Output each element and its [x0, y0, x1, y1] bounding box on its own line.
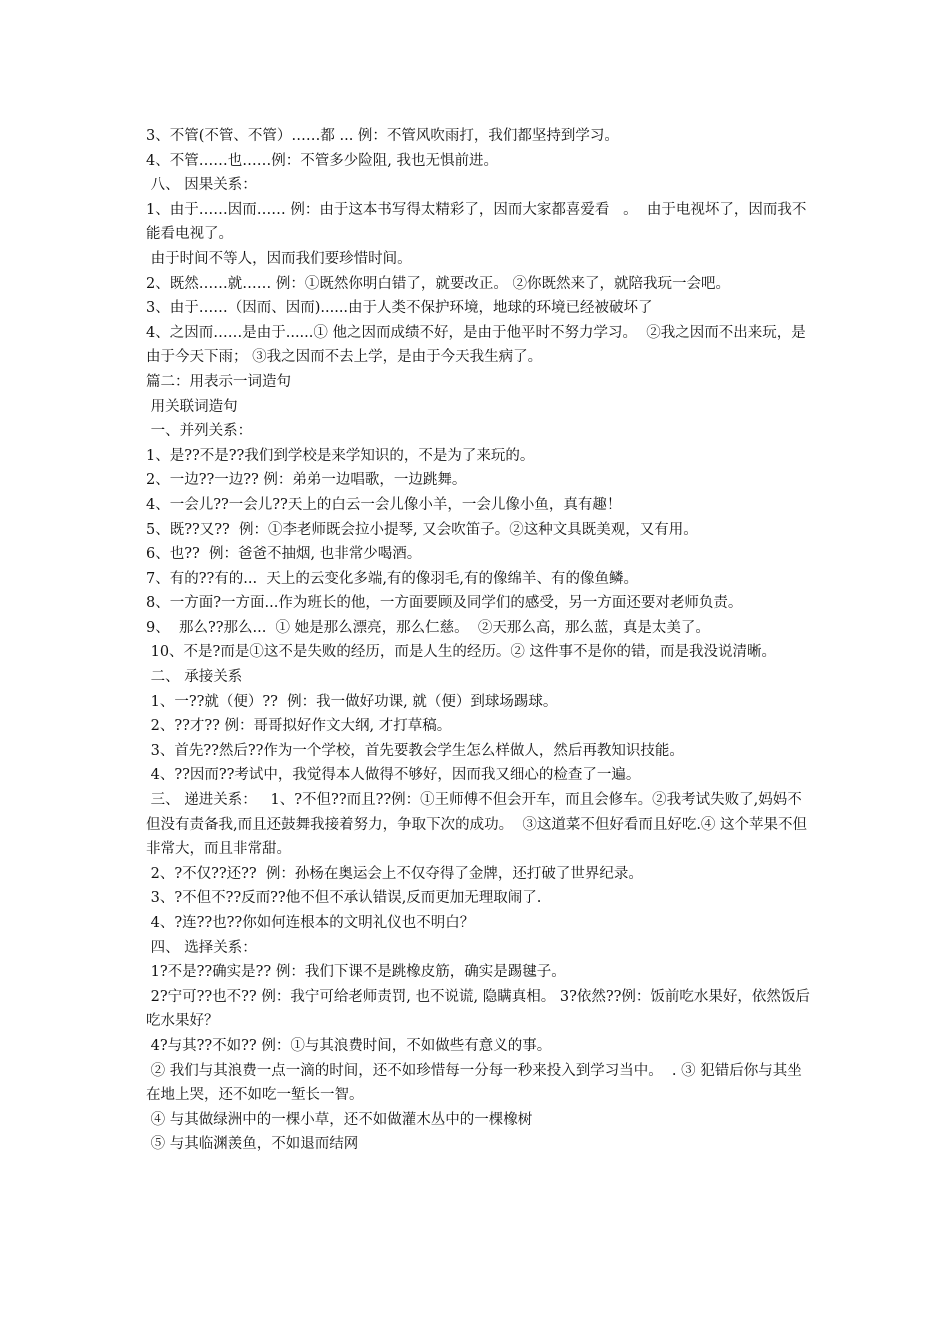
text-line: 4、一会儿??一会儿??天上的白云一会儿像小羊，一会儿像小鱼，真有趣！ [146, 496, 622, 513]
section-heading: 一、并列关系： [146, 423, 253, 440]
text-line: 8、一方面?一方面...作为班长的他，一方面要顾及同学们的感受，另一方面还要对老师负责。 [146, 595, 743, 612]
text-line: 3、不管(不管、不管）……都 ... 例：不管风吹雨打，我们都坚持到学习。 [146, 128, 619, 144]
text-line: 9、 那么??那么... ① 她是那么漂亮，那么仁慈。 ②天那么高，那么蓝，真是太美了。 [146, 619, 710, 636]
text-line: 1?不是??确实是?? 例：我们下课不是跳橡皮筋，确实是踢毽子。 [146, 964, 566, 981]
text-line: 由于时间不等人，因而我们要珍惜时间。 [146, 250, 412, 267]
text-line: 4、不管……也……例：不管多少险阻, 我也无惧前进。 [146, 152, 498, 169]
text-line: 2、既然……就…… 例：①既然你明白错了，就要改正。 ②你既然来了，就陪我玩一会吧。 [146, 275, 730, 292]
section-heading: 用关联词造句 [146, 398, 238, 415]
text-line: 7、有的??有的... 天上的云变化多端,有的像羽毛,有的像绵羊、有的像鱼鳞。 [146, 570, 639, 587]
text-line: ④ 与其做绿洲中的一棵小草，还不如做灌木丛中的一棵橡树 [146, 1111, 533, 1128]
text-line: ⑤ 与其临渊羡鱼，不如退而结网 [146, 1136, 359, 1153]
text-line: 2、??才?? 例：哥哥拟好作文大纲, 才打草稿。 [146, 718, 452, 735]
text-line: 4、??因而??考试中，我觉得本人做得不够好，因而我又细心的检查了一遍。 [146, 767, 641, 784]
text-line: 2?宁可??也不?? 例：我宁可给老师责罚, 也不说谎, 隐瞒真相。 3?依然??例：饭前吃水果好，依然饭后吃水果好？ [146, 988, 810, 1030]
text-line: 3、首先??然后??作为一个学校，首先要教会学生怎么样做人，然后再教知识技能。 [146, 742, 684, 759]
text-line: 10、不是?而是①这不是失败的经历，而是人生的经历。② 这件事不是你的错，而是我没说清晰。 [146, 644, 776, 661]
section-heading: 四、 选择关系： [146, 939, 257, 956]
text-line: 2、一边??一边?? 例：弟弟一边唱歌，一边跳舞。 [146, 472, 467, 489]
text-line: 1、是??不是??我们到学校是来学知识的，不是为了来玩的。 [146, 447, 535, 464]
text-line: 三、 递进关系： 1、?不但??而且??例：①王师傅不但会开车，而且会修车。②我考试失败了,妈妈不但没有责备我,而且还鼓舞我接着努力，争取下次的成功。 ③这道菜不但好看而且好吃.④ 这个苹果不但非常大，而且非常甜。 [146, 792, 808, 858]
text-line: 4、?连??也??你如何连根本的文明礼仪也不明白？ [146, 915, 475, 931]
document-body [146, 124, 814, 1157]
text-line: 3、?不但不??反而??他不但不承认错误,反而更加无理取闹了. [146, 890, 542, 907]
text-line: 3、由于……（因而、因而)......由于人类不保护环境，地球的环境已经被破坏了 [146, 300, 653, 317]
text-line: 4?与其??不如?? 例：①与其浪费时间，不如做些有意义的事。 [146, 1037, 552, 1054]
section-heading: 二、 承接关系 [146, 669, 243, 686]
section-heading: 篇二：用表示一词造句 [146, 373, 291, 390]
text-line: 4、之因而……是由于......① 他之因而成绩不好，是由于他平时不努力学习。 ②我之因而不出来玩，是由于今天下雨； ③我之因而不去上学，是由于今天我生病了。 [146, 324, 806, 366]
text-line: ② 我们与其浪费一点一滴的时间，还不如珍惜每一分每一秒来投入到学习当中。 . ③ 犯错后你与其坐在地上哭，还不如吃一堑长一智。 [146, 1062, 802, 1104]
section-heading: 八、 因果关系： [146, 177, 257, 194]
text-line: 2、?不仅??还?? 例：孙杨在奥运会上不仅夺得了金牌，还打破了世界纪录。 [146, 865, 643, 882]
text-line: 5、既??又?? 例：①李老师既会拉小提琴, 又会吹笛子。②这种文具既美观，又有用。 [146, 521, 698, 538]
text-line: 1、由于……因而…… 例：由于这本书写得太精彩了，因而大家都喜爱看 。 由于电视坏了，因而我不能看电视了。 [146, 201, 807, 243]
text-line: 1、一??就（便）?? 例：我一做好功课, 就（便）到球场踢球。 [146, 693, 558, 710]
text-line: 6、也?? 例：爸爸不抽烟, 也非常少喝酒。 [146, 546, 422, 563]
